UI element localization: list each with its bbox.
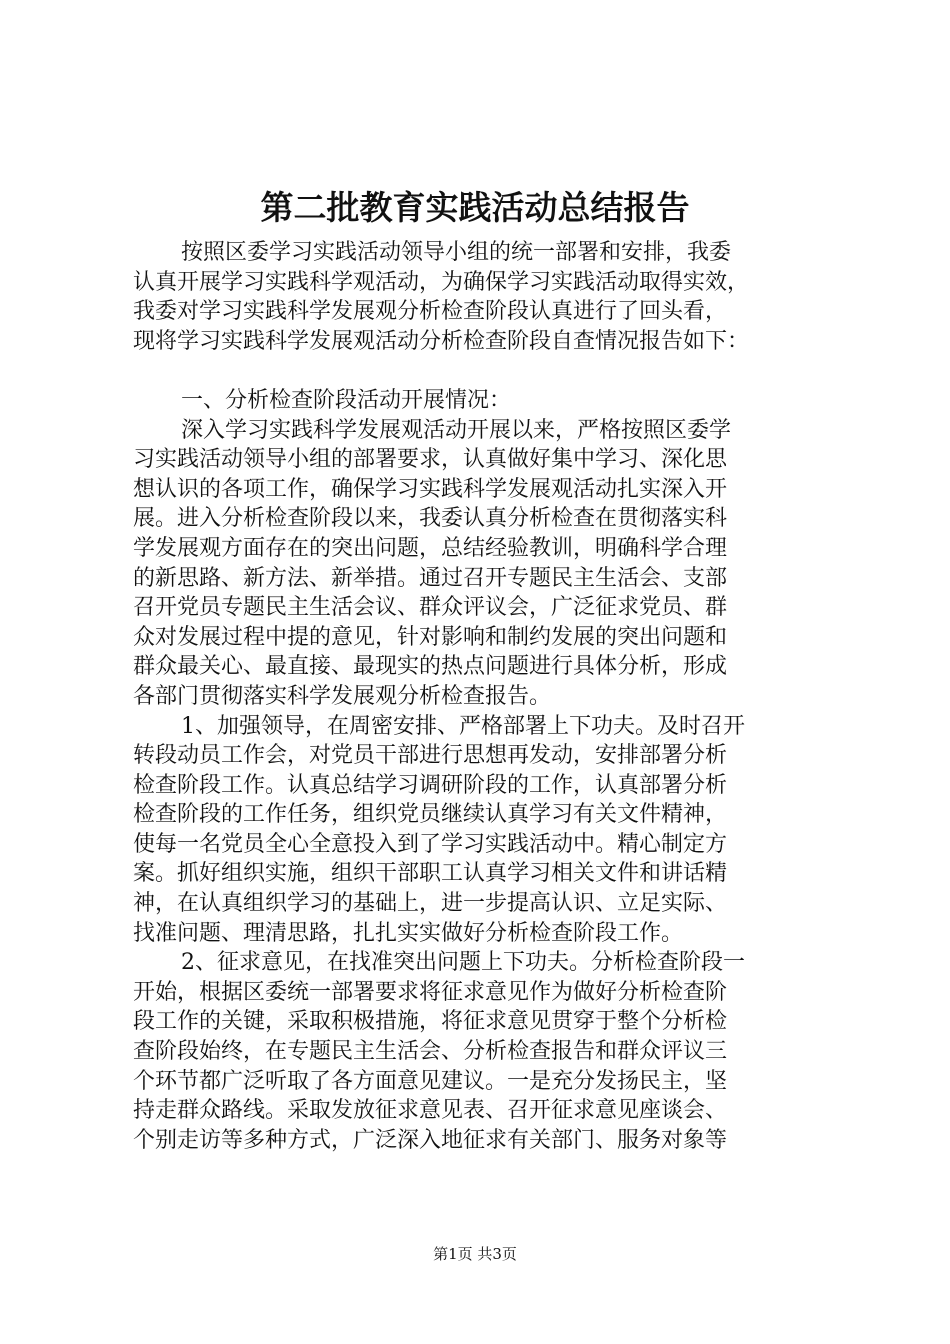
text-line: 学发展观方面存在的突出问题，总结经验教训，明确科学合理	[133, 535, 728, 561]
text-line: 按照区委学习实践活动领导小组的统一部署和安排，我委	[181, 240, 732, 265]
text-line: 召开党员专题民主生活会议、群众评议会，广泛征求党员、群	[133, 595, 728, 621]
text-line: 想认识的各项工作，确保学习实践科学发展观活动扎实深入开	[133, 476, 728, 502]
document-title: 第二批教育实践活动总结报告	[260, 188, 690, 227]
text-line: 段工作的关键，采取积极措施，将征求意见贯穿于整个分析检	[133, 1009, 728, 1035]
text-line: 个别走访等多种方式，广泛深入地征求有关部门、服务对象等	[133, 1127, 728, 1153]
text-line: 查阶段始终，在专题民主生活会、分析检查报告和群众评议三	[133, 1039, 728, 1065]
text-line: 个环节都广泛听取了各方面意见建议。一是充分发扬民主，坚	[133, 1068, 728, 1094]
text-line: 展。进入分析检查阶段以来，我委认真分析检查在贯彻落实科	[133, 506, 728, 532]
text-line: 我委对学习实践科学发展观分析检查阶段认真进行了回头看，	[133, 299, 728, 325]
text-line: 找准问题、理清思路，扎扎实实做好分析检查阶段工作。	[133, 920, 684, 946]
text-line: 神，在认真组织学习的基础上，进一步提高认识、立足实际、	[133, 891, 728, 917]
text-line: 认真开展学习实践科学观活动，为确保学习实践活动取得实效，	[133, 269, 750, 295]
text-line: 现将学习实践科学发展观活动分析检查阶段自查情况报告如下：	[133, 328, 750, 354]
text-line: 习实践活动领导小组的部署要求，认真做好集中学习、深化思	[133, 447, 728, 473]
blank-line	[133, 356, 833, 386]
text-line: 1、加强领导，在周密安排、严格部署上下功夫。及时召开	[181, 713, 745, 739]
text-line: 使每一名党员全心全意投入到了学习实践活动中。精心制定方	[133, 831, 728, 857]
text-line: 检查阶段的工作任务，组织党员继续认真学习有关文件精神，	[133, 802, 728, 828]
text-line: 开始，根据区委统一部署要求将征求意见作为做好分析检查阶	[133, 979, 728, 1005]
text-line: 群众最关心、最直接、最现实的热点问题进行具体分析，形成	[133, 654, 728, 680]
document-body	[133, 238, 833, 1155]
text-line: 检查阶段工作。认真总结学习调研阶段的工作，认真部署分析	[133, 772, 728, 798]
page-footer: 第1页 共3页	[433, 1245, 517, 1263]
text-line: 深入学习实践科学发展观活动开展以来，严格按照区委学	[181, 417, 732, 443]
text-line: 案。抓好组织实施，组织干部职工认真学习相关文件和讲话精	[133, 861, 728, 887]
text-line: 一、分析检查阶段活动开展情况：	[181, 387, 512, 413]
text-line: 2、征求意见，在找准突出问题上下功夫。分析检查阶段一	[181, 950, 745, 976]
text-line: 的新思路、新方法、新举措。通过召开专题民主生活会、支部	[133, 565, 728, 591]
text-line: 众对发展过程中提的意见，针对影响和制约发展的突出问题和	[133, 624, 728, 650]
text-line: 转段动员工作会，对党员干部进行思想再发动，安排部署分析	[133, 743, 728, 769]
text-line: 持走群众路线。采取发放征求意见表、召开征求意见座谈会、	[133, 1098, 728, 1124]
text-line: 各部门贯彻落实科学发展观分析检查报告。	[133, 683, 552, 709]
